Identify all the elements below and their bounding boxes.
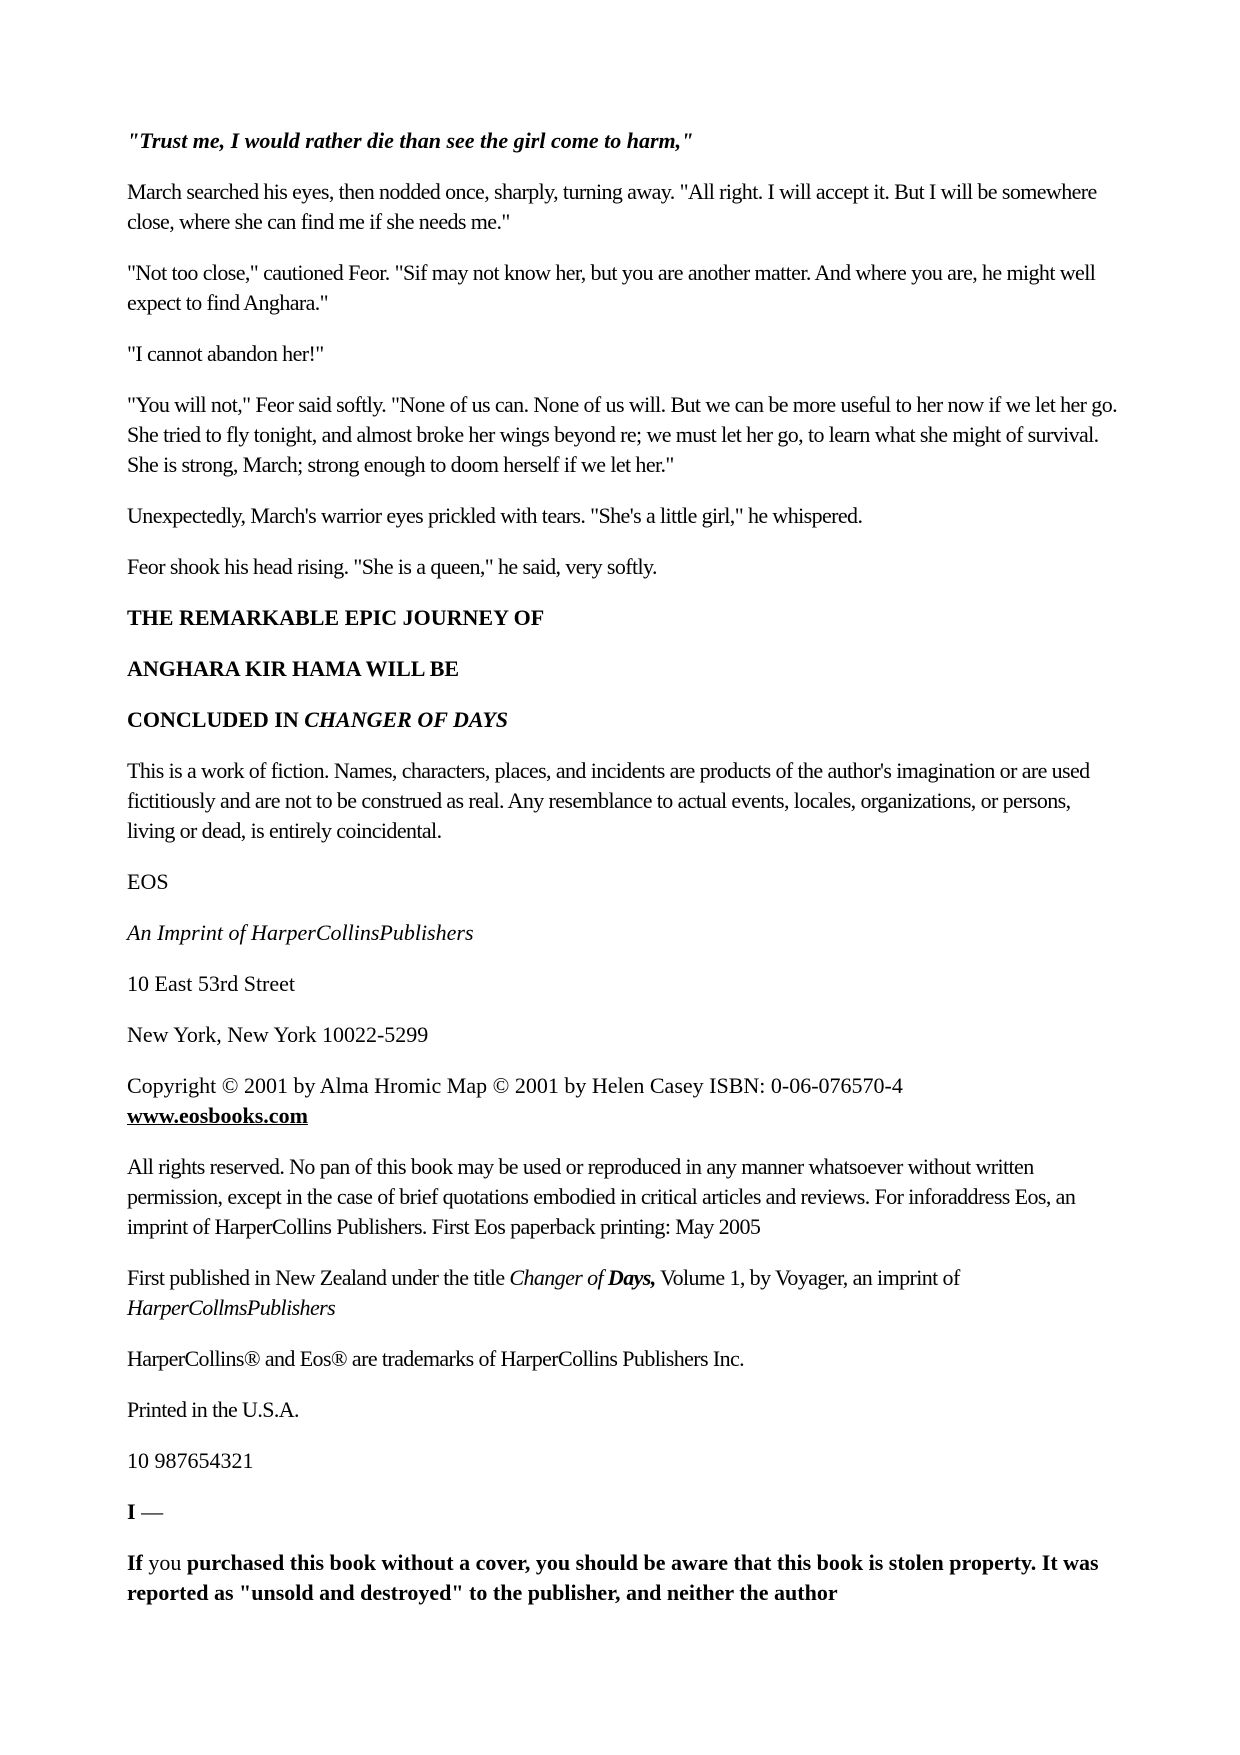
publisher-city: New York, New York 10022-5299 bbox=[127, 1022, 429, 1047]
coverless-warning bbox=[127, 1548, 1122, 1608]
story-paragraph: March searched his eyes, then nodded once, sharply, turning away. "All right. I will accept it. But I will be somewhere close, where she can find me if she needs me." bbox=[127, 179, 1097, 234]
fragment-letter: I bbox=[127, 1499, 136, 1524]
printed-notice: Printed in the U.S.A. bbox=[127, 1397, 299, 1422]
copyright-line: Copyright © 2001 by Alma Hromic Map © 2001 by Helen Casey ISBN: 0-06-076570-4 bbox=[127, 1073, 903, 1098]
page-content bbox=[127, 126, 1122, 1629]
print-line: 10 987654321 bbox=[127, 1448, 254, 1473]
trademark-notice: HarperCollins® and Eos® are trademarks of HarperCollins Publishers Inc. bbox=[127, 1346, 745, 1371]
story-paragraph: "Not too close," cautioned Feor. "Sif may not know her, but you are another matter. And where you are, he might well expect to find Anghara." bbox=[127, 260, 1096, 315]
publisher-imprint: An Imprint of HarperCollinsPublishers bbox=[127, 920, 474, 945]
fragment-dash: — bbox=[135, 1499, 164, 1524]
first-published-prefix: First published in New Zealand under the title bbox=[127, 1265, 510, 1290]
book-title-part: Changer of bbox=[509, 1265, 608, 1290]
announcement-prefix: CONCLUDED IN bbox=[127, 707, 305, 732]
sequel-title: CHANGER OF DAYS bbox=[304, 707, 509, 732]
publisher-credit: HarperCollmsPublishers bbox=[127, 1295, 336, 1320]
publisher-name: EOS bbox=[127, 869, 169, 894]
copyright-block bbox=[127, 1071, 1122, 1131]
announcement-line bbox=[127, 705, 1122, 735]
warning-word-plain: you bbox=[142, 1550, 187, 1575]
first-published-suffix: Volume 1, by Voyager, an imprint of bbox=[655, 1265, 960, 1290]
book-title-emphasis: Days, bbox=[607, 1265, 656, 1290]
fiction-disclaimer: This is a work of fiction. Names, characters, places, and incidents are products of the author's imagination or are used fictitiously and are not to be construed as real. Any resemblance to actual events, locales, organizations, or persons, living or dead, is entirely coincidental. bbox=[127, 758, 1090, 843]
story-paragraph: Unexpectedly, March's warrior eyes prickled with tears. "She's a little girl," he whispered. bbox=[127, 503, 863, 528]
warning-text: purchased this book without a cover, you should be aware that this book is stolen property. It was reported as "unsold and destroyed" to the publisher, and neither the author bbox=[127, 1550, 1099, 1605]
warning-word: If bbox=[127, 1550, 143, 1575]
story-paragraph: Feor shook his head rising. "She is a queen," he said, very softly. bbox=[127, 554, 657, 579]
announcement-line: ANGHARA KIR HAMA WILL BE bbox=[127, 656, 460, 681]
fragment-line bbox=[127, 1497, 1122, 1527]
rights-paragraph: All rights reserved. No pan of this book may be used or reproduced in any manner whatsoever without written permission, except in the case of brief quotations embodied in critical articles and reviews. For inforaddress Eos, an imprint of HarperCollins Publishers. First Eos paperback printing: May 2005 bbox=[127, 1154, 1076, 1239]
publisher-street: 10 East 53rd Street bbox=[127, 971, 296, 996]
dialogue-quote: "Trust me, I would rather die than see the girl come to harm," bbox=[127, 128, 694, 153]
announcement-line: THE REMARKABLE EPIC JOURNEY OF bbox=[127, 605, 545, 630]
first-published-paragraph bbox=[127, 1263, 1122, 1323]
story-paragraph: "You will not," Feor said softly. "None of us can. None of us will. But we can be more useful to her now if we let her go. She tried to fly tonight, and almost broke her wings beyond re; we must let her go, to learn what she might of survival. She is strong, March; strong enough to doom herself if we let her." bbox=[127, 392, 1118, 477]
website-link[interactable]: www.eosbooks.com bbox=[127, 1103, 308, 1128]
story-paragraph: "I cannot abandon her!" bbox=[127, 341, 324, 366]
